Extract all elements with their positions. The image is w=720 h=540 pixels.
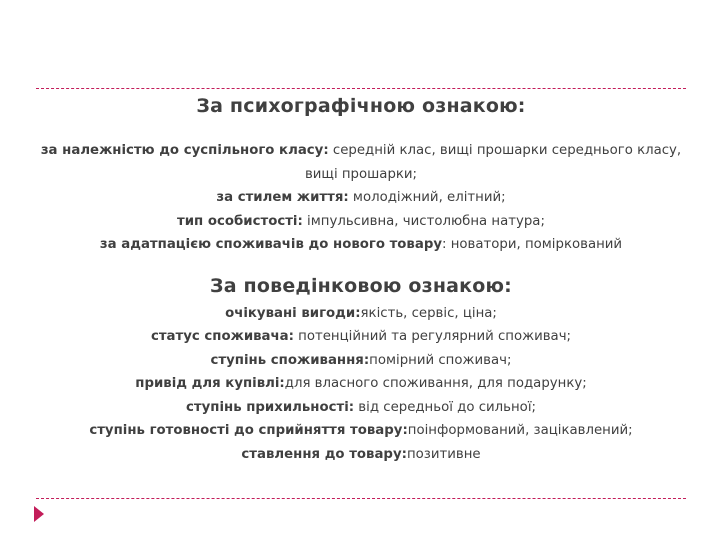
item-value: поінформований, зацікавлений;: [407, 423, 633, 438]
psychographic-item-social-class: [40, 139, 682, 186]
item-label: ставлення до товару:: [241, 446, 407, 462]
item-value: для власного споживання, для подарунку;: [284, 376, 587, 391]
top-divider: [36, 88, 686, 89]
item-label: ступінь прихильності:: [186, 399, 355, 415]
item-value: від середньої до сильної;: [354, 399, 536, 415]
item-value: потенційний та регулярний споживач;: [293, 329, 572, 344]
slide-content: [40, 93, 682, 466]
item-label: ступінь споживання:: [210, 352, 370, 368]
psychographic-item-personality: [40, 210, 682, 234]
behavioral-item-readiness: [40, 419, 682, 443]
psychographic-item-adaptation: [40, 233, 682, 257]
item-label: за стилем життя:: [216, 190, 349, 205]
behavioral-item-attitude: [40, 443, 682, 467]
behavioral-item-benefits: [40, 302, 682, 326]
psychographic-item-lifestyle: [40, 186, 682, 210]
section-behavioral-title: За поведінковою ознакою:: [210, 274, 512, 297]
item-label: за належністю до суспільного класу:: [40, 143, 329, 158]
play-triangle-icon: [34, 506, 44, 522]
item-label: за адатпацією споживачів до нового товару: [99, 237, 443, 252]
bottom-divider: [36, 498, 686, 499]
item-value: : новатори, поміркований: [442, 237, 623, 252]
item-label: тип особистості:: [177, 213, 303, 229]
behavioral-item-user-status: [40, 325, 682, 349]
item-value: позитивне: [406, 446, 481, 462]
behavioral-item-occasion: [40, 372, 682, 396]
item-label: очікувані вигоди:: [225, 305, 361, 321]
behavioral-item-loyalty: [40, 396, 682, 420]
item-label: статус споживача:: [150, 329, 294, 344]
item-value: помірний споживач;: [369, 352, 512, 368]
item-value: молодіжний, елітний;: [348, 190, 506, 205]
item-label: ступінь готовності до сприйняття товару:: [89, 423, 408, 438]
behavioral-item-usage-rate: [40, 349, 682, 373]
item-label: привід для купівлі:: [135, 376, 285, 391]
item-value: якість, сервіс, ціна;: [360, 305, 497, 321]
item-value: імпульсивна, чистолюбна натура;: [302, 213, 545, 229]
item-value: середній клас, вищі прошарки середнього класу, вищі прошарки;: [304, 143, 682, 182]
section-psychographic-title: За психографічною ознакою:: [196, 95, 526, 117]
